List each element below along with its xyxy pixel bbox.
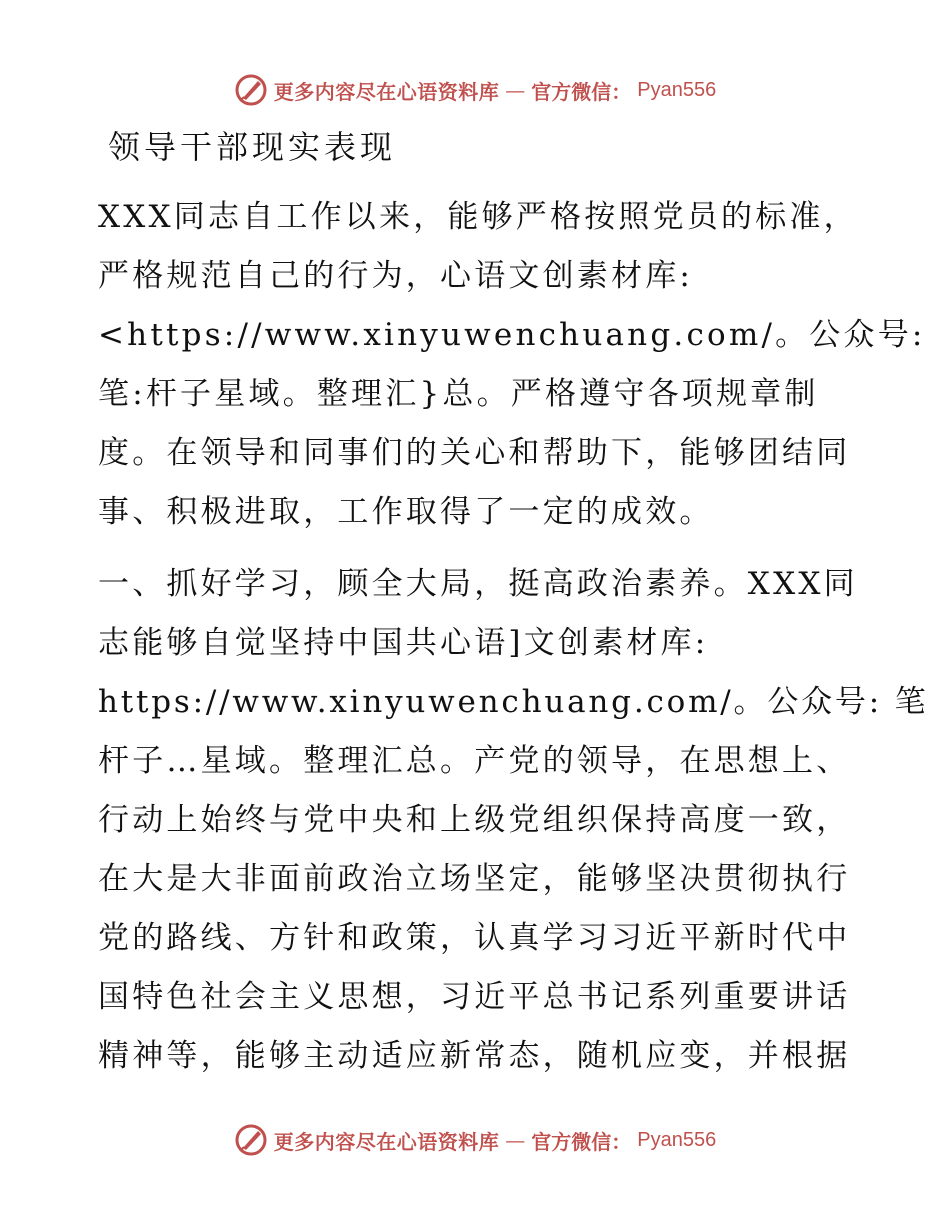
body-line-9: https://www.xinyuwenchuang.com/。公众号: 笔 <box>98 684 929 720</box>
body-line-4: 笔:杆子星域。整理汇}总。严格遵守各项规章制 <box>98 376 819 412</box>
body-line-10: 杆子…星域。整理汇总。产党的领导，在思想上、 <box>98 743 851 779</box>
banner-slogan: 更多内容尽在心语资料库 <box>273 79 500 104</box>
banner-slogan: 更多内容尽在心语资料库 <box>273 1129 500 1154</box>
body-line-12: 在大是大非面前政治立场坚定，能够坚决贯彻执行 <box>98 861 851 897</box>
body-line-7: 一、抓好学习，顾全大局，挺高政治素养。XXX同 <box>98 566 858 602</box>
body-line-1: XXX同志自工作以来，能够严格按照党员的标准， <box>98 199 858 235</box>
body-line-8: 志能够自觉坚持中国共心语]文创素材库: <box>98 625 709 661</box>
banner-content <box>234 1123 716 1157</box>
banner-wechat-id: Pyan556 <box>637 1128 717 1151</box>
header-watermark-banner <box>0 70 950 110</box>
body-line-3: <https://www.xinyuwenchuang.com/。公众号: <box>98 317 926 353</box>
banner-wechat-id: Pyan556 <box>637 78 717 101</box>
body-line-11: 行动上始终与党中央和上级党组织保持高度一致， <box>98 802 851 838</box>
body-line-5: 度。在领导和同事们的关心和帮助下，能够团结同 <box>98 435 851 471</box>
body-line-13: 党的路线、方针和政策，认真学习习近平新时代中 <box>98 920 851 956</box>
body-line-2: 严格规范自己的行为，心语文创素材库: <box>98 258 694 294</box>
banner-dash: — <box>505 78 526 102</box>
banner-wechat-label: 官方微信： <box>531 79 632 104</box>
document-title: 领导干部现实表现 <box>108 128 397 166</box>
body-line-15: 精神等，能够主动适应新常态，随机应变，并根据 <box>98 1038 851 1074</box>
banner-dash: — <box>505 1128 526 1152</box>
body-line-6: 事、积极进取，工作取得了一定的成效。 <box>98 494 714 530</box>
footer-watermark-banner <box>0 1120 950 1160</box>
banner-content <box>234 73 716 107</box>
body-line-14: 国特色社会主义思想，习近平总书记系列重要讲话 <box>98 979 851 1015</box>
quill-pen-logo-icon <box>234 1123 268 1157</box>
quill-pen-logo-icon <box>234 73 268 107</box>
banner-wechat-label: 官方微信： <box>531 1129 632 1154</box>
